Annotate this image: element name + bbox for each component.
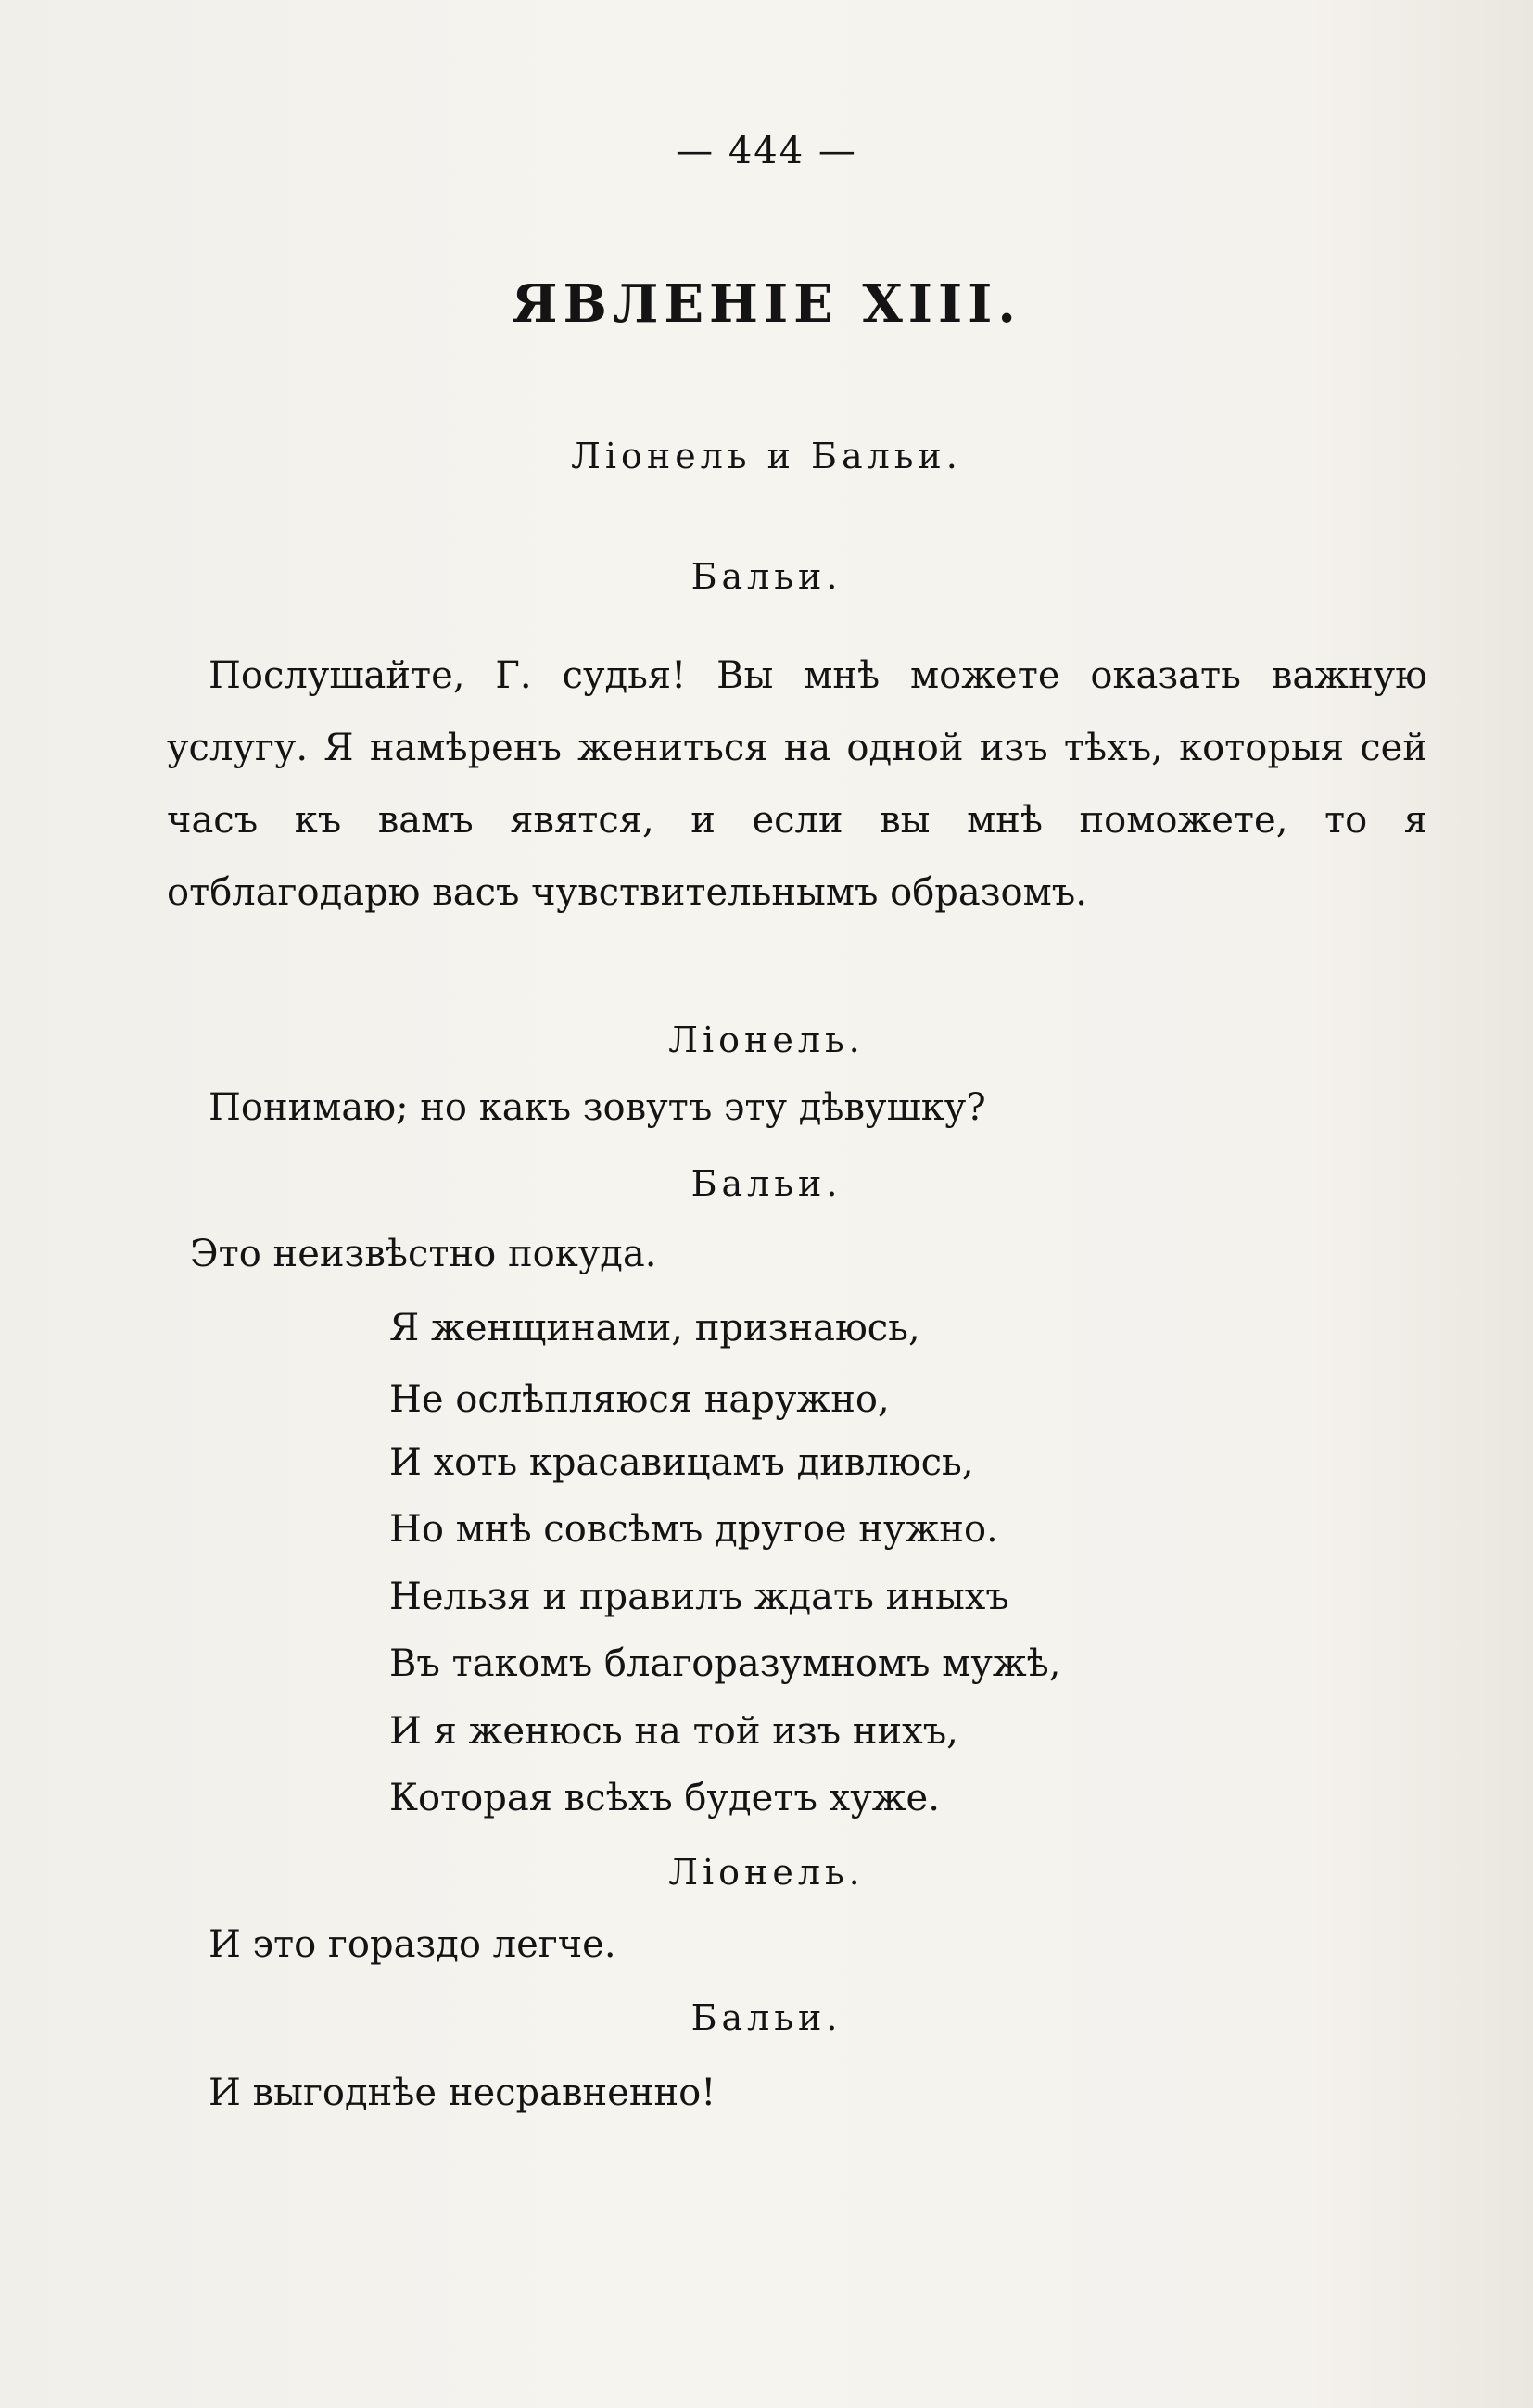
speaker-label: Бальи. <box>690 1163 843 1204</box>
verse-line: Нельзя и правилъ ждать иныхъ <box>389 1576 1009 1618</box>
speech-line: И это гораздо легче. <box>209 1923 616 1966</box>
speaker-label: Бальи. <box>690 1997 843 2038</box>
speech-paragraph: Послушайте, Г. судья! Вы мнѣ можете оказать важную услугу. Я намѣренъ жениться на одной изъ тѣхъ, которыя сей часъ къ вамъ явятся, и если вы мнѣ поможете, то я отблагодарю васъ чувствительнымъ образомъ. <box>167 654 1427 914</box>
speaker-label: Бальи. <box>690 556 843 597</box>
speech-line: Это неизвѣстно покуда. <box>190 1233 657 1275</box>
speaker-label: Ліонель. <box>668 1020 865 1060</box>
speech-line: И выгоднѣе несравненно! <box>209 2072 716 2114</box>
verse-line: Но мнѣ совсѣмъ другое нужно. <box>389 1508 998 1551</box>
verse-line: Я женщинами, признаюсь, <box>389 1307 920 1350</box>
verse-line: И я женюсь на той изъ нихъ, <box>389 1710 958 1753</box>
verse-line: Въ такомъ благоразумномъ мужѣ, <box>389 1642 1061 1685</box>
characters-line: Ліонель и Бальи. <box>571 436 962 476</box>
speech-line: Понимаю; но какъ зовутъ эту дѣвушку? <box>209 1086 986 1129</box>
speaker-label: Ліонель. <box>668 1852 865 1893</box>
verse-line: Не ослѣпляюся наружно, <box>389 1378 890 1421</box>
scene-title: ЯВЛЕНІЕ XIII. <box>512 273 1021 335</box>
verse-line: Которая всѣхъ будетъ хуже. <box>389 1777 940 1819</box>
page-number: — 444 — <box>676 130 857 172</box>
verse-line: И хоть красавицамъ дивлюсь, <box>389 1441 974 1484</box>
